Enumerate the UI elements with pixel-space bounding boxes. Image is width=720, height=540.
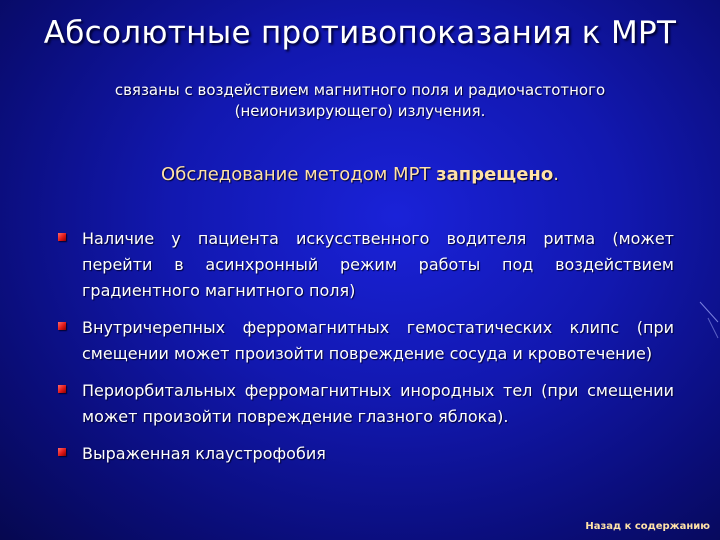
list-item [56,226,674,304]
back-to-contents-link[interactable]: Назад к содержанию [585,521,710,532]
slide-title: Абсолютные противопоказания к МРТ [43,15,677,51]
notice-prefix: Обследование методом МРТ [161,164,437,185]
contraindications-list [56,226,674,478]
bullet-square-icon [58,322,66,330]
list-item [56,441,674,467]
slide-subtitle: связаны с воздействием магнитного поля и радиочастотного (неионизирующего) излучения. [114,81,606,120]
list-item-text: Периорбитальных ферромагнитных инородных тел (при смещении может произойти повреждение глазного яблока). [82,381,674,426]
mri-prohibited-notice [60,164,660,185]
list-item [56,378,674,430]
list-item-text: Внутричерепных ферромагнитных гемостатических клипс (при смещении может произойти повреждение сосуда и кровотечение) [82,318,674,363]
notice-suffix: . [553,164,559,185]
notice-emphasis: запрещено [436,164,554,185]
bullet-square-icon [58,448,66,456]
list-item [56,315,674,367]
bullet-square-icon [58,385,66,393]
list-item-text: Наличие у пациента искусственного водителя ритма (может перейти в асинхронный режим работы под воздействием градиентного магнитного поля) [82,229,674,300]
list-item-text: Выраженная клаустрофобия [82,444,326,463]
decorative-line [698,300,720,340]
bullet-square-icon [58,233,66,241]
